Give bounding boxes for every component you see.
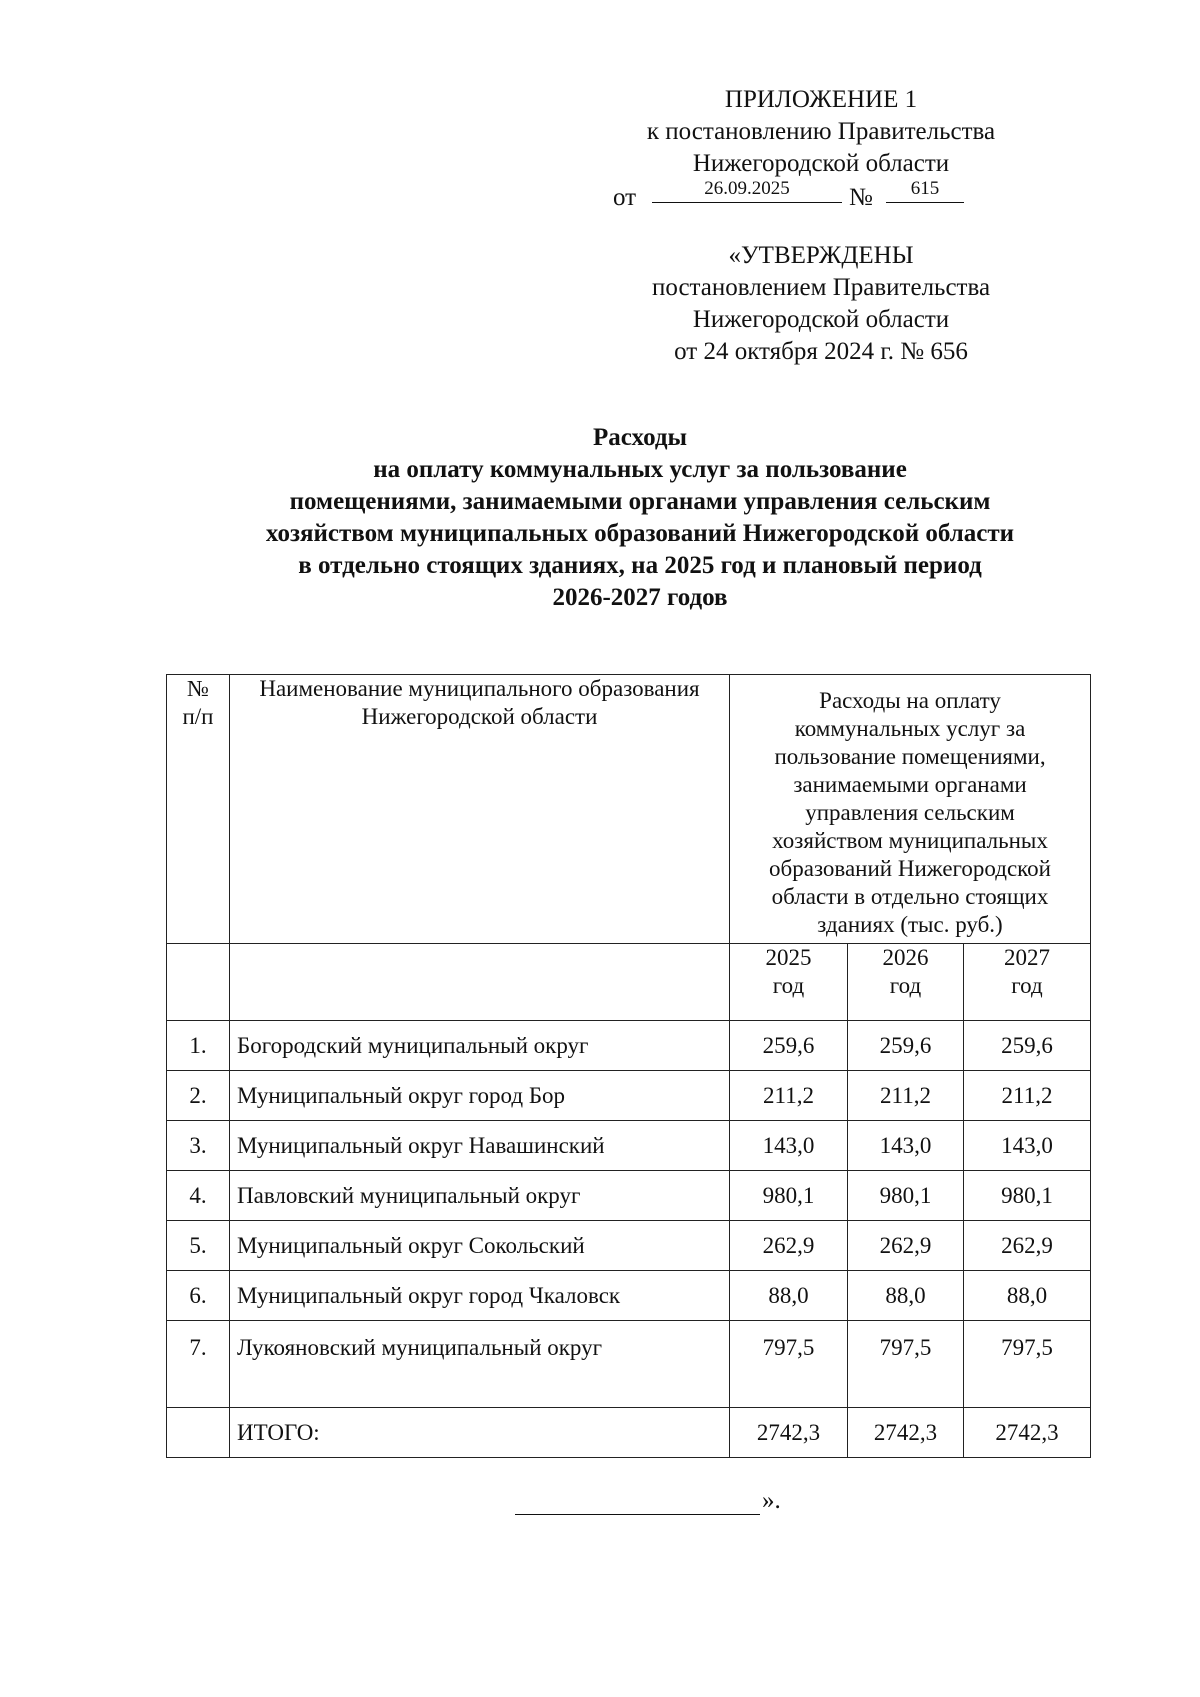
table-row	[167, 1021, 1091, 1071]
closing-quote: ».	[762, 1487, 781, 1514]
row-num: 7.	[167, 1321, 230, 1408]
row-value-2025: 262,9	[730, 1221, 848, 1271]
row-name: Павловский муниципальный округ	[230, 1171, 730, 1221]
row-value-2026: 88,0	[848, 1271, 964, 1321]
row-value-2025: 88,0	[730, 1271, 848, 1321]
total-value-2027: 2742,3	[964, 1408, 1091, 1458]
row-num: 1.	[167, 1021, 230, 1071]
row-num: 4.	[167, 1171, 230, 1221]
title-line-3: помещениями, занимаемыми органами управления сельским	[289, 488, 991, 515]
table-row	[167, 1321, 1091, 1408]
closing-line	[515, 1487, 781, 1515]
row-name: Муниципальный округ Сокольский	[230, 1221, 730, 1271]
resolution-date: 26.09.2025	[652, 176, 842, 203]
year-2025	[730, 944, 848, 1021]
title-line-1: Расходы	[592, 424, 688, 451]
year-2027-text: 2027 год	[1004, 945, 1050, 998]
title-line-2: на оплату коммунальных услуг за пользование	[373, 456, 907, 483]
row-value-2025: 211,2	[730, 1071, 848, 1121]
row-num: 3.	[167, 1121, 230, 1171]
row-value-2027: 143,0	[964, 1121, 1091, 1171]
row-value-2026: 262,9	[848, 1221, 964, 1271]
year-2025-text: 2025 год	[765, 945, 812, 998]
row-value-2025: 143,0	[730, 1121, 848, 1171]
table-years-row	[167, 944, 1091, 1021]
total-empty-num	[167, 1408, 230, 1458]
row-value-2027: 262,9	[964, 1221, 1091, 1271]
row-value-2026: 797,5	[848, 1321, 964, 1408]
appendix-line-2: к постановлению Правительства	[646, 118, 996, 145]
row-name: Муниципальный округ Навашинский	[230, 1121, 730, 1171]
document-title	[150, 422, 1130, 614]
number-label: №	[849, 184, 873, 211]
table-row	[167, 1221, 1091, 1271]
row-value-2027: 980,1	[964, 1171, 1091, 1221]
title-line-4: хозяйством муниципальных образований Нижегородской области	[265, 520, 1015, 547]
year-2026-text: 2026 год	[882, 945, 929, 998]
header-name-text: Наименование муниципального образования Нижегородской области	[259, 676, 700, 729]
approved-line-3: Нижегородской области	[692, 306, 950, 333]
table-total-row	[167, 1408, 1091, 1458]
header-expenses	[730, 675, 1091, 944]
resolution-number: 615	[886, 176, 964, 203]
table-row	[167, 1271, 1091, 1321]
header-num-text: № п/п	[182, 676, 214, 729]
total-value-2026: 2742,3	[848, 1408, 964, 1458]
row-value-2026: 143,0	[848, 1121, 964, 1171]
total-value-2025: 2742,3	[730, 1408, 848, 1458]
row-name: Муниципальный округ город Бор	[230, 1071, 730, 1121]
appendix-block	[586, 84, 1056, 216]
approved-line-2: постановлением Правительства	[651, 274, 991, 301]
row-value-2027: 259,6	[964, 1021, 1091, 1071]
approved-block	[586, 240, 1056, 368]
years-empty-num	[167, 944, 230, 1021]
row-value-2025: 259,6	[730, 1021, 848, 1071]
header-name	[230, 675, 730, 944]
row-num: 6.	[167, 1271, 230, 1321]
from-label: от	[613, 184, 637, 211]
total-label: ИТОГО:	[230, 1408, 730, 1458]
title-line-6: 2026-2027 годов	[552, 584, 728, 611]
row-value-2027: 797,5	[964, 1321, 1091, 1408]
closing-underline	[515, 1490, 760, 1515]
table-row	[167, 1171, 1091, 1221]
years-empty-name	[230, 944, 730, 1021]
year-2026	[848, 944, 964, 1021]
row-num: 5.	[167, 1221, 230, 1271]
row-name: Муниципальный округ город Чкаловск	[230, 1271, 730, 1321]
table-row	[167, 1071, 1091, 1121]
year-2027	[964, 944, 1091, 1021]
header-expenses-text: Расходы на оплату коммунальных услуг за пользование помещениями, занимаемыми органами управления сельским хозяйством муниципальных образований Нижегородской области в отдельно стоящих зданиях (тыс. руб.)	[769, 688, 1051, 937]
title-line-5: в отдельно стоящих зданиях, на 2025 год и плановый период	[298, 552, 982, 579]
row-value-2026: 259,6	[848, 1021, 964, 1071]
resolution-date-line	[586, 180, 1056, 216]
expenses-table	[166, 674, 1091, 1458]
row-value-2026: 980,1	[848, 1171, 964, 1221]
approved-title: «УТВЕРЖДЕНЫ	[728, 242, 914, 269]
row-value-2025: 980,1	[730, 1171, 848, 1221]
row-name: Лукояновский муниципальный округ	[230, 1321, 730, 1408]
row-value-2027: 211,2	[964, 1071, 1091, 1121]
appendix-line-3: Нижегородской области	[692, 150, 950, 177]
table-row	[167, 1121, 1091, 1171]
row-num: 2.	[167, 1071, 230, 1121]
row-value-2027: 88,0	[964, 1271, 1091, 1321]
table-header-row	[167, 675, 1091, 944]
approved-line-4: от 24 октября 2024 г. № 656	[674, 338, 968, 365]
header-num	[167, 675, 230, 944]
row-value-2025: 797,5	[730, 1321, 848, 1408]
row-name: Богородский муниципальный округ	[230, 1021, 730, 1071]
row-value-2026: 211,2	[848, 1071, 964, 1121]
appendix-title: ПРИЛОЖЕНИЕ 1	[724, 86, 918, 113]
